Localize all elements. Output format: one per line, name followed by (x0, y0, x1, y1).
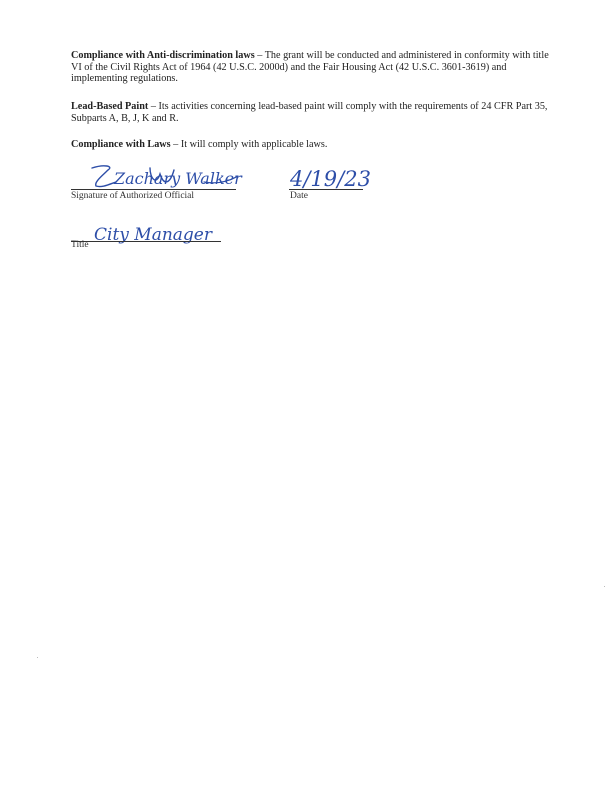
separator-dash: – (254, 50, 265, 61)
signature-ink: Zachary Walker (114, 169, 242, 188)
lead-based-paint-body: Its activities concerning lead-based paint will comply with the requirements of 24 CFR Part 35, Subparts A, B, J, K and R. (71, 101, 548, 124)
anti-discrimination-heading: Compliance with Anti-discrimination laws (71, 50, 255, 61)
title-line (71, 241, 221, 242)
compliance-with-laws-heading: Compliance with Laws (71, 139, 171, 150)
anti-discrimination-body: The grant will be conducted and administered in conformity with title VI of the Civil Rights Act of 1964 (42 U.S.C. 2000d) and the Fair Housing Act (42 U.S.C. 3601-3619) and implementing regulations. (71, 50, 549, 85)
separator-dash: – (170, 139, 181, 150)
compliance-with-laws-body: It will comply with applicable laws. (180, 139, 328, 150)
separator-dash: – (148, 101, 159, 112)
anti-discrimination-paragraph (71, 50, 551, 85)
compliance-with-laws-paragraph (71, 139, 551, 151)
date-ink: 4/19/23 (290, 167, 371, 191)
signature-caption: Signature of Authorized Official (71, 191, 195, 201)
handwritten-title (92, 218, 227, 254)
scan-speck (604, 586, 605, 587)
scan-speck (37, 657, 38, 658)
date-caption: Date (290, 191, 308, 201)
date-line (289, 189, 363, 190)
lead-based-paint-paragraph (71, 101, 551, 124)
title-ink: City Manager (94, 225, 212, 245)
lead-based-paint-heading: Lead-Based Paint (71, 101, 149, 112)
signature-line (71, 189, 236, 190)
title-caption: Title (71, 240, 89, 250)
